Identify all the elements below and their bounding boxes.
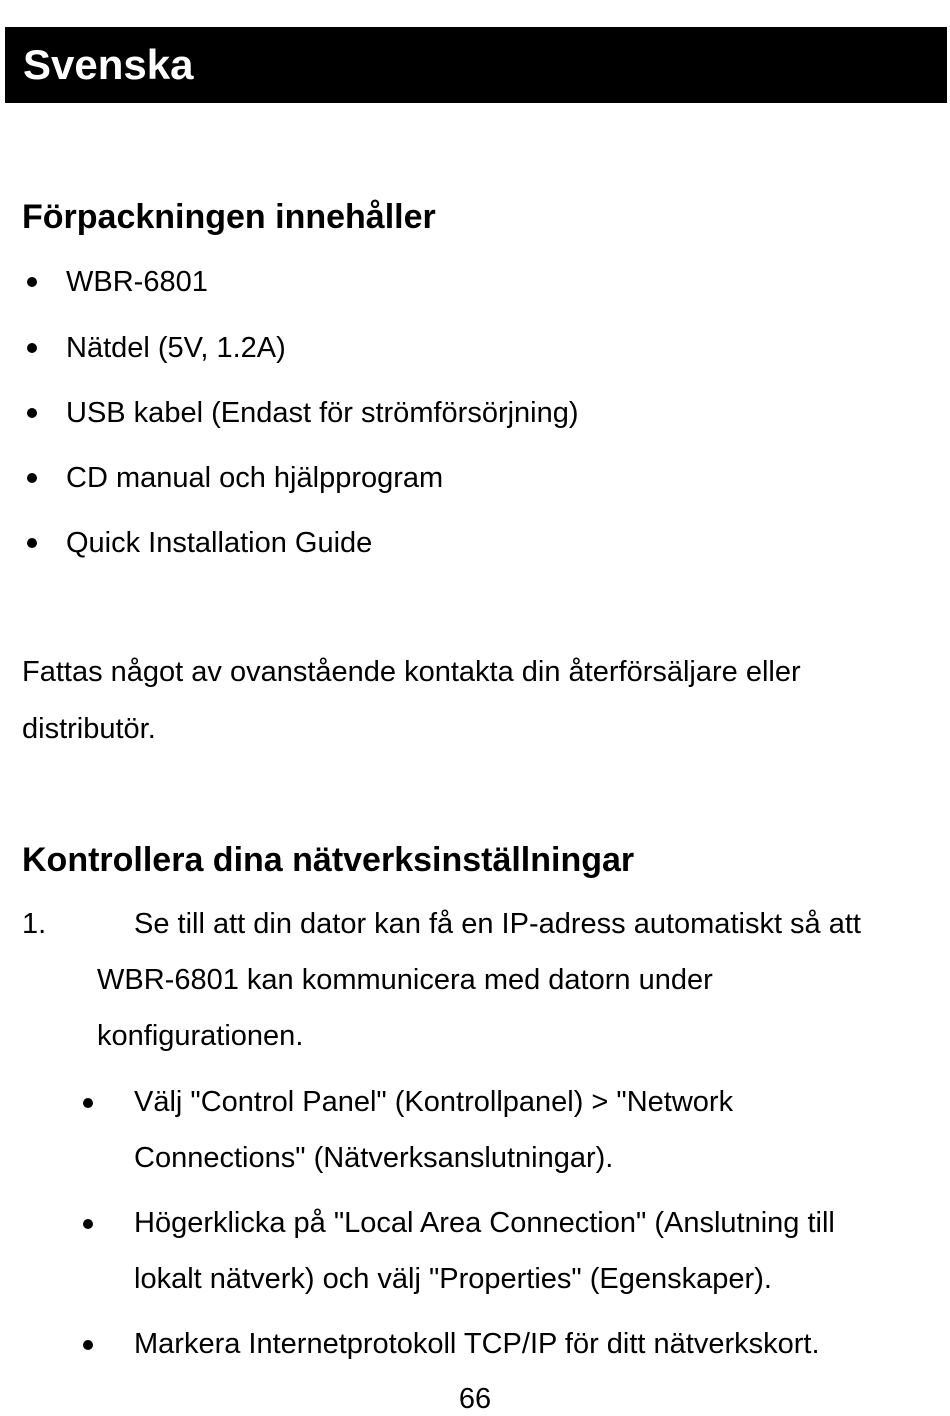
bullet-icon (27, 343, 37, 353)
bullet-icon (27, 277, 37, 287)
package-contents-heading: Förpackningen innehåller (22, 198, 436, 236)
bullet-icon (83, 1219, 93, 1229)
bullet-icon (27, 538, 37, 548)
network-settings-heading: Kontrollera dina nätverksinställningar (22, 841, 635, 879)
missing-items-note-line2: distributör. (22, 713, 156, 745)
bullet-icon (83, 1098, 93, 1108)
bullet-icon (27, 408, 37, 418)
substep-line1: Välj "Control Panel" (Kontrollpanel) > "Network (134, 1086, 734, 1118)
substep-line2: lokalt nätverk) och välj "Properties" (Egenskaper). (134, 1263, 772, 1295)
list-item-label: CD manual och hjälpprogram (66, 462, 444, 494)
bullet-icon (27, 473, 37, 483)
list-item-label: Quick Installation Guide (66, 527, 373, 559)
step-1-line3: konfigurationen. (97, 1020, 304, 1052)
bullet-icon (83, 1340, 93, 1350)
list-item-label: USB kabel (Endast för strömförsörjning) (66, 397, 579, 429)
list-item-label: Nätdel (5V, 1.2A) (66, 332, 286, 364)
missing-items-note-line1: Fattas något av ovanstående kontakta din återförsäljare eller (22, 656, 801, 688)
substep-line1: Markera Internetprotokoll TCP/IP för ditt nätverkskort. (134, 1328, 820, 1360)
step-number: 1. (22, 908, 47, 940)
substep-line1: Högerklicka på "Local Area Connection" (Anslutning till (134, 1207, 835, 1239)
step-1-line1: Se till att din dator kan få en IP-adress automatiskt så att (134, 908, 861, 940)
language-banner (5, 27, 947, 103)
list-item-label: WBR-6801 (66, 266, 208, 298)
language-title: Svenska (23, 41, 194, 88)
step-1-line2: WBR-6801 kan kommunicera med datorn under (97, 964, 713, 996)
substep-line2: Connections" (Nätverksanslutningar). (134, 1142, 614, 1174)
page-number: 66 (458, 1383, 492, 1415)
